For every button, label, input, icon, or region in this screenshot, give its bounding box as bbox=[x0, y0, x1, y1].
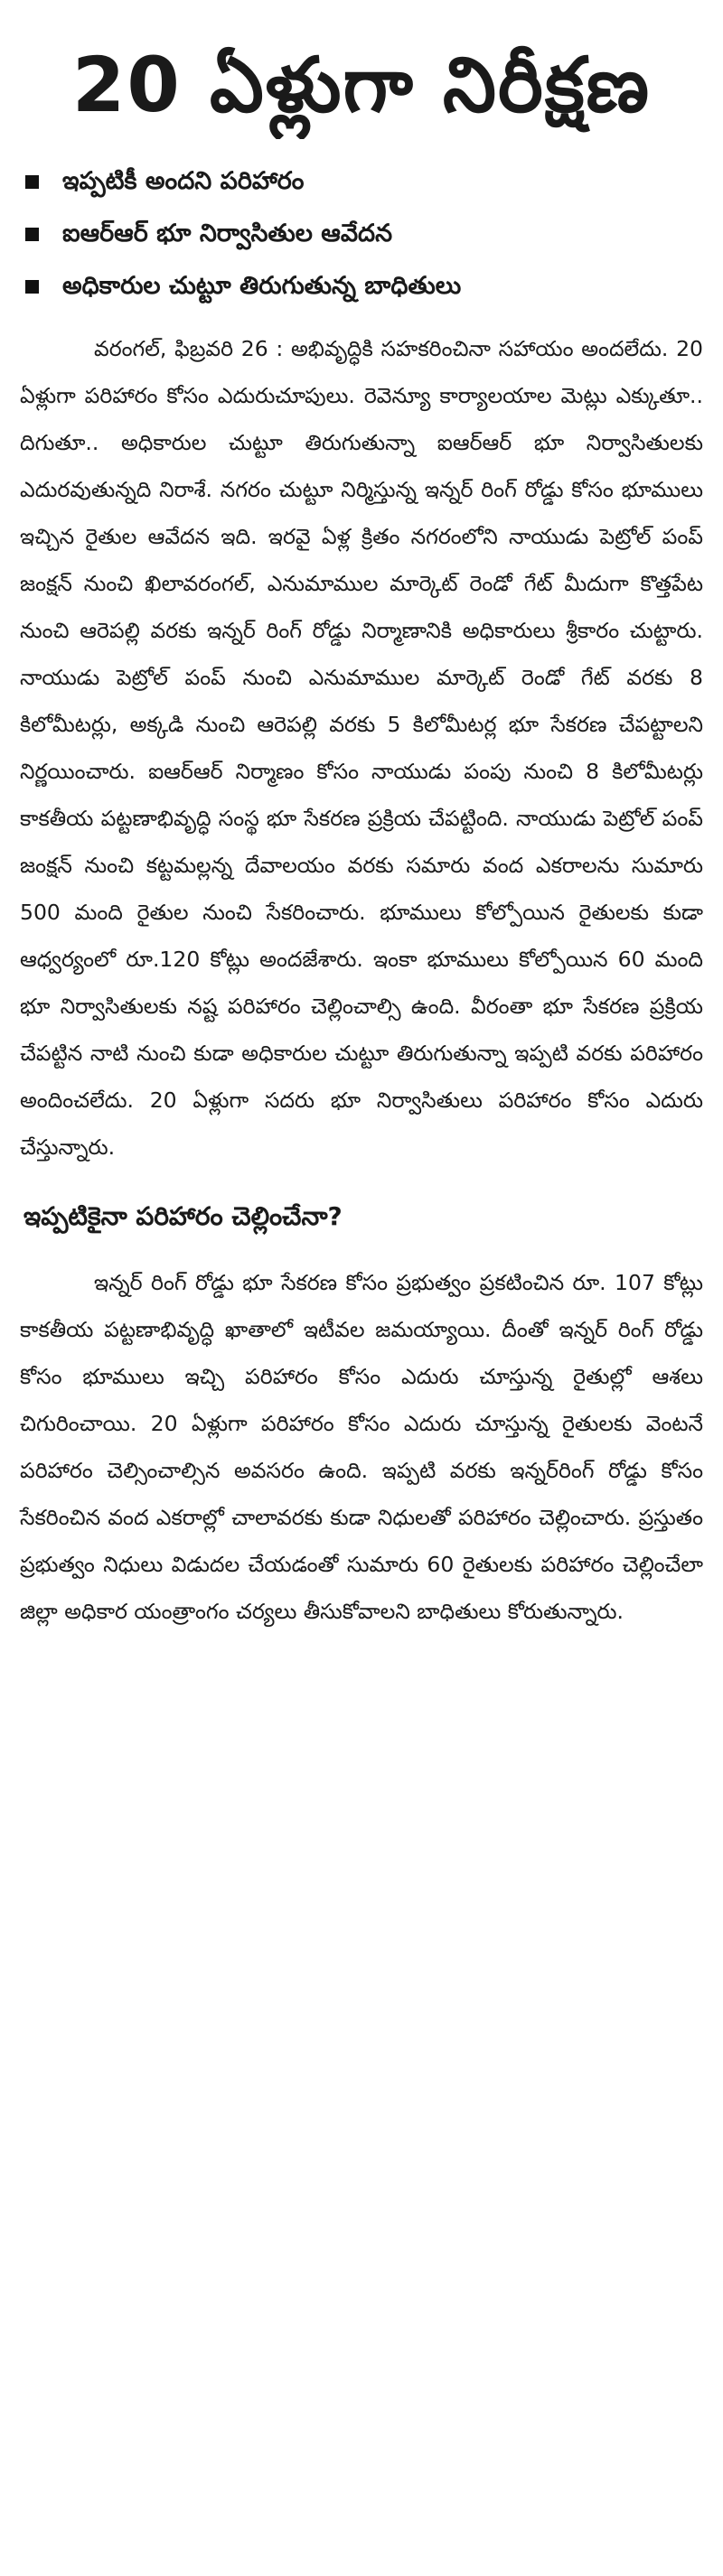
article-paragraph-2: ఇన్నర్‌ రింగ్‌ రోడ్డు భూ సేకరణ కోసం ప్రభుత్వం ప్రకటించిన రూ. 107 కోట్లు కాకతీయ పట్టణాభివృద్ధి ఖాతాలో ఇటీవల జమయ్యాయి. దీంతో ఇన్నర్‌ రింగ్‌ రోడ్డు కోసం భూములు ఇచ్చి పరిహారం కోసం ఎదురు చూస్తున్న రైతుల్లో ఆశలు చిగురించాయి. 20 ఏళ్లుగా పరిహారం కోసం ఎదురు చూస్తున్న రైతులకు వెంటనే పరిహారం చెల్సించాల్సిన అవసరం ఉంది. ఇప్పటి వరకు ఇన్నర్‌రింగ్‌ రోడ్డు కోసం సేకరించిన వంద ఎకరాల్లో చాలావరకు కుడా నిధులతో పరిహారం చెల్లించారు. ప్రస్తుతం ప్రభుత్వం నిధులు విడుదల చేయడంతో సుమారు 60 రైతులకు పరిహారం చెల్లించేలా జిల్లా అధికార యంత్రాంగం చర్యలు తీసుకోవాలని బాధితులు కోరుతున్నారు. bbox=[20, 1270, 703, 1624]
headline: 20 ఏళ్లుగా నిరీక్షణ bbox=[71, 41, 652, 129]
highlight-bullet bbox=[25, 208, 707, 260]
bullet-text: అధికారుల చుట్టూ తిరుగుతున్న బాధితులు bbox=[62, 272, 462, 300]
square-bullet-icon bbox=[25, 280, 39, 294]
highlight-bullets bbox=[16, 155, 707, 313]
highlight-bullet bbox=[25, 155, 707, 208]
article-paragraph-1: వరంగల్‌, ఫిబ్రవరి 26 : అభివృద్ధికి సహకరించినా సహాయం అందలేదు. 20 ఏళ్లుగా పరిహారం కోసం ఎదురుచూపులు. రెవెన్యూ కార్యాలయాల మెట్లు ఎక్కుతూ.. దిగుతూ.. అధికారుల చుట్టూ తిరుగుతున్నా ఐఆర్‌ఆర్‌ భూ నిర్వాసితులకు ఎదురవుతున్నది నిరాశే. నగరం చుట్టూ నిర్మిస్తున్న ఇన్నర్‌ రింగ్‌ రోడ్డు కోసం భూములు ఇచ్చిన రైతుల ఆవేదన ఇది. ఇరవై ఏళ్ల క్రితం నగరంలోని నాయుడు పెట్రోల్‌ పంప్‌ జంక్షన్‌ నుంచి ఖిలావరంగల్‌, ఎనుమాముల మార్కెట్‌ రెండో గేట్‌ మీదుగా కొత్తపేట నుంచి ఆరెపల్లి వరకు ఇన్నర్‌ రింగ్‌ రోడ్డు నిర్మాణానికి అధికారులు శ్రీకారం చుట్టారు. నాయుడు పెట్రోల్‌ పంప్‌ నుంచి ఎనుమాముల మార్కెట్‌ రెండో గేట్‌ వరకు 8 కిలోమీటర్లు, అక్కడి నుంచి ఆరెపల్లి వరకు 5 కిలోమీటర్ల భూ సేకరణ చేపట్టాలని నిర్ణయించారు. ఐఆర్‌ఆర్‌ నిర్మాణం కోసం నాయుడు పంపు నుంచి 8 కిలోమీటర్లు కాకతీయ పట్టణాభివృద్ధి సంస్థ భూ సేకరణ ప్రక్రియ చేపట్టింది. నాయుడు పెట్రోల్‌ పంప్‌ జంక్షన్‌ నుంచి కట్టమల్లన్న దేవాలయం వరకు సమారు వంద ఎకరాలను సుమారు 500 మంది రైతుల నుంచి సేకరించారు. భూములు కోల్పోయిన రైతులకు కుడా ఆధ్వర్యంలో రూ.120 కోట్లు అందజేశారు. ఇంకా భూములు కోల్పోయిన 60 మంది భూ నిర్వాసితులకు నష్ట పరిహారం చెల్లించాల్సి ఉంది. వీరంతా భూ సేకరణ ప్రక్రియ చేపట్టిన నాటి నుంచి కుడా అధికారుల చుట్టూ తిరుగుతున్నా ఇప్పటి వరకు పరిహారం అందించలేదు. 20 ఏళ్లుగా సదరు భూ నిర్వాసితులు పరిహారం కోసం ఎదురు చేస్తున్నారు. bbox=[20, 336, 703, 1160]
square-bullet-icon bbox=[25, 228, 39, 241]
square-bullet-icon bbox=[25, 175, 39, 189]
subheading: ఇప్పటికైనా పరిహారం చెల్లించేనా? bbox=[23, 1201, 343, 1231]
highlight-bullet bbox=[25, 260, 707, 313]
bullet-text: ఇప్పటికీ అందని పరిహారం bbox=[62, 167, 305, 195]
bullet-text: ఐఆర్‌ఆర్‌ భూ నిర్వాసితుల ఆవేదన bbox=[62, 219, 393, 247]
